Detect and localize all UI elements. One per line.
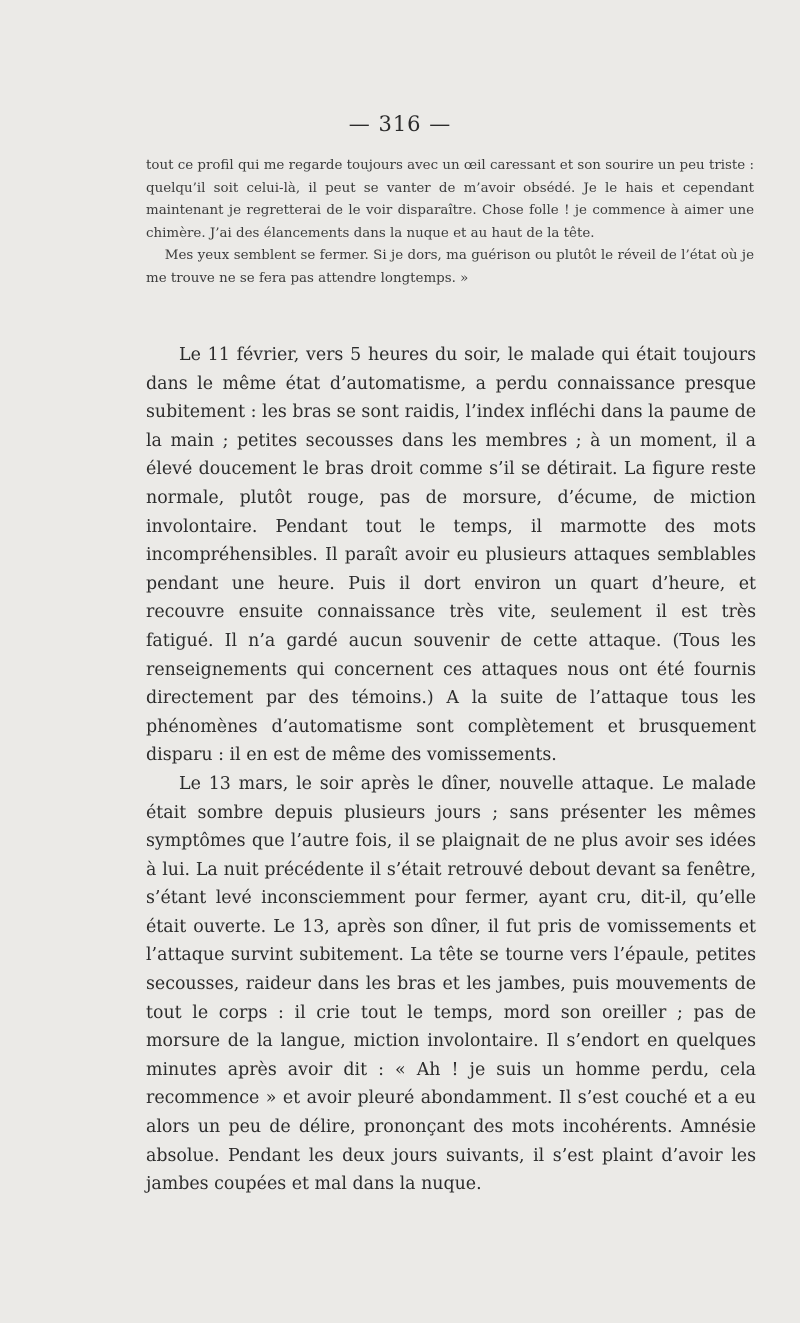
body-paragraph: Le 13 mars, le soir après le dîner, nouvelle attaque. Le malade était sombre depuis plusieurs jours ; sans présenter les mêmes symptômes que l’autre fois, il se plaignait de ne plus avoir ses idées à lui. La nuit précédente il s’était retrouvé debout devant sa fenêtre, s’étant levé inconsciemment pour fermer, ayant cru, dit-il, qu’elle était ouverte. Le 13, après son dîner, il fut pris de vomissements et l’attaque survint subitement. La tête se tourne vers l’épaule, petites secousses, raideur dans les bras et les jambes, puis mouvements de tout le corps : il crie tout le temps, mord son oreiller ; pas de morsure de la langue, miction involontaire. Il s’endort en quelques minutes après avoir dit : « Ah ! je suis un homme perdu, cela recommence » et avoir pleuré abondamment. Il s’est couché et a eu alors un peu de délire, prononçant des mots incohérents. Amnésie absolue. Pendant les deux jours suivants, il s’est plaint d’avoir les jambes coupées et mal dans la nuque. xyxy=(146,773,756,1195)
main-text xyxy=(146,341,756,1199)
body-paragraph: Le 11 février, vers 5 heures du soir, le malade qui était toujours dans le même état d’automatisme, a perdu connaissance presque subitement : les bras se sont raidis, l’index infléchi dans la paume de la main ; petites secousses dans les membres ; à un moment, il a élevé doucement le bras droit comme s’il se détirait. La figure reste normale, plutôt rouge, pas de morsure, d’écume, de miction involontaire. Pendant tout le temps, il marmotte des mots incompréhensibles. Il paraît avoir eu plusieurs attaques semblables pendant une heure. Puis il dort environ un quart d’heure, et recouvre ensuite connaissance très vite, seulement il est très fatigué. Il n’a gardé aucun souvenir de cette attaque. (Tous les renseignements qui concernent ces attaques nous ont été fournis directement par des témoins.) A la suite de l’attaque tous les phénomènes d’automatisme sont complètement et brusquement disparu : il en est de même des vomissements. xyxy=(146,345,756,766)
quoted-passage xyxy=(146,155,754,291)
quote-paragraph: Mes yeux semblent se fermer. Si je dors, ma guérison ou plutôt le réveil de l’état où je me trouve ne se fera pas attendre longtemps. » xyxy=(146,248,754,286)
quote-paragraph: tout ce profil qui me regarde toujours avec un œil caressant et son sourire un peu triste : quelqu’il soit celui-là, il peut se vanter de m’avoir obsédé. Je le hais et cependant maintenant je regretterai de le voir disparaître. Chose folle ! je commence à aimer une chimère. J’ai des élancements dans la nuque et au haut de la tête. xyxy=(146,158,754,241)
page-number: — 316 — xyxy=(348,112,452,136)
